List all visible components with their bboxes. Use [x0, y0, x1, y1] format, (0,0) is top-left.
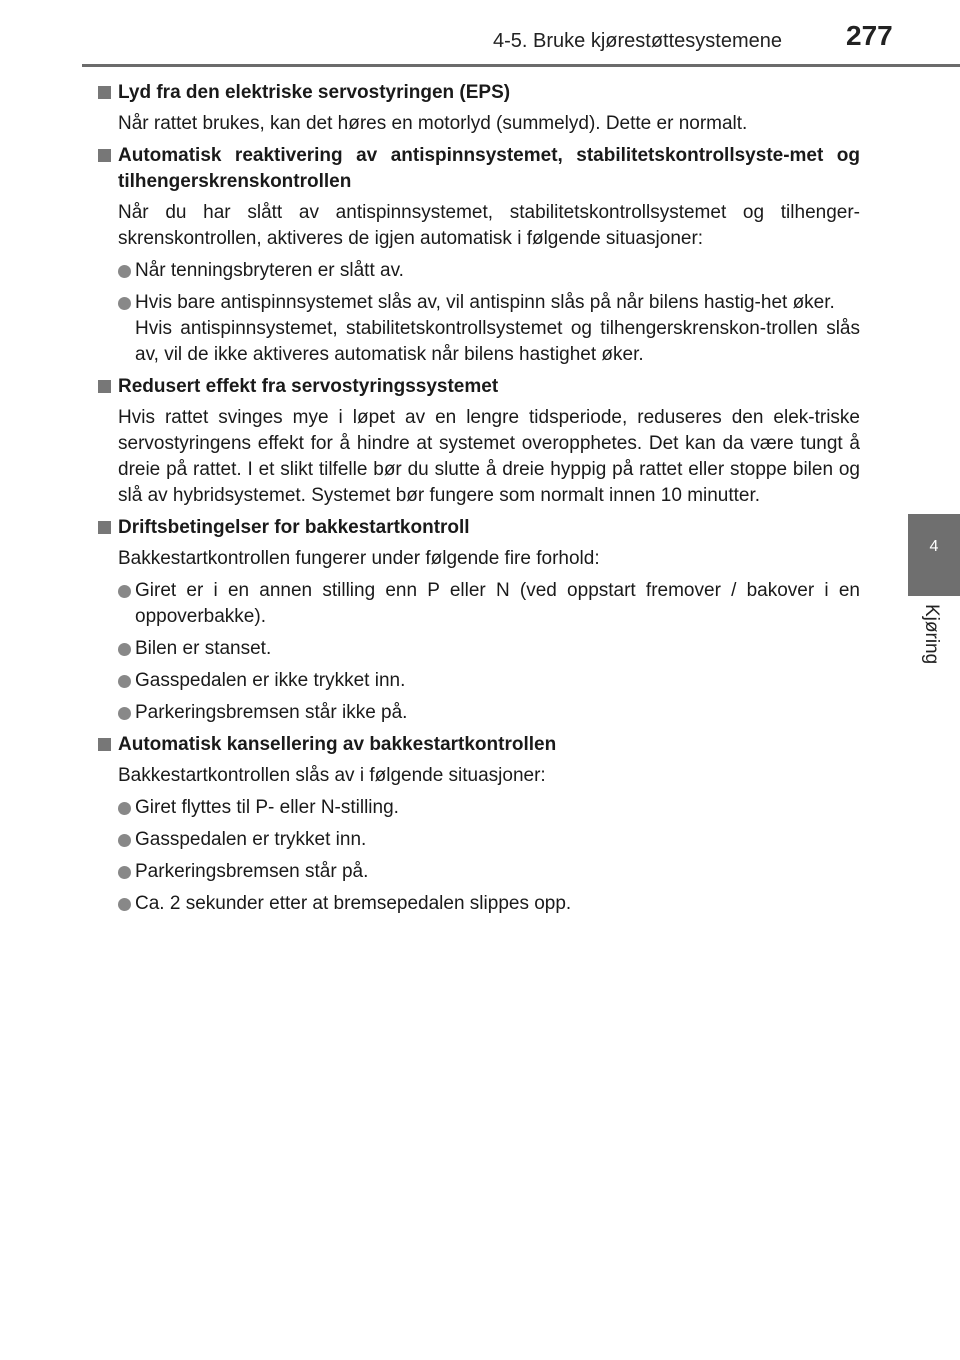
section	[98, 143, 860, 368]
bullet-item	[98, 891, 860, 917]
bullet-item	[98, 258, 860, 284]
chapter-tab	[908, 514, 960, 596]
bullet-text: Gasspedalen er trykket inn.	[135, 829, 367, 850]
bullet-item	[98, 700, 860, 726]
section-heading-text: Lyd fra den elektriske servostyringen (EPS)	[118, 82, 511, 103]
bullet-item	[98, 795, 860, 821]
chapter-tab-number: 4	[929, 538, 939, 555]
section-paragraph: Når du har slått av antispinnsystemet, stabilitetskontrollsystemet og tilhenger-skrenskontrollen, aktiveres de igjen automatisk i følgende situasjoner:	[118, 202, 860, 249]
round-bullet-icon	[118, 707, 131, 720]
section	[98, 374, 860, 509]
chapter-tab-label	[911, 604, 957, 684]
section-paragraph: Bakkestartkontrollen slås av i følgende situasjoner:	[118, 765, 546, 786]
round-bullet-icon	[118, 265, 131, 278]
bullet-text: Giret flyttes til P- eller N-stilling.	[135, 797, 399, 818]
section-paragraph: Hvis rattet svinges mye i løpet av en lengre tidsperiode, reduseres den elek-triske servostyringens effekt for å hindre at systemet overopphetes. Det kan da være tungt å dreie på rattet. I et slikt tilfelle bør du slutte å dreie hyppig på rattet eller stoppe bilen og slå av hybridsystemet. Systemet bør fungere som normalt innen 10 minutter.	[118, 407, 860, 506]
round-bullet-icon	[118, 585, 131, 598]
page-content	[98, 80, 860, 923]
bullet-extra-text: Hvis antispinnsystemet, stabilitetskontrollsystemet og tilhengerskrenskon-trollen slås av, vil de ikke aktiveres automatisk når bilens hastighet øker.	[135, 318, 860, 365]
bullet-item	[98, 668, 860, 694]
page-header	[0, 0, 960, 70]
bullet-item	[98, 827, 860, 853]
chapter-tab-label-text: Kjøring	[921, 604, 942, 665]
bullet-item	[98, 578, 860, 630]
bullet-text: Når tenningsbryteren er slått av.	[135, 260, 404, 281]
round-bullet-icon	[118, 898, 131, 911]
bullet-item	[98, 859, 860, 885]
round-bullet-icon	[118, 834, 131, 847]
section	[98, 80, 860, 137]
section-heading-text: Automatisk kansellering av bakkestartkontrollen	[118, 734, 557, 755]
bullet-text: Ca. 2 sekunder etter at bremsepedalen slippes opp.	[135, 893, 572, 914]
bullet-text: Parkeringsbremsen står på.	[135, 861, 369, 882]
bullet-item	[98, 290, 860, 368]
section-paragraph: Bakkestartkontrollen fungerer under følgende fire forhold:	[118, 548, 600, 569]
square-bullet-icon	[98, 380, 111, 393]
section-heading	[98, 143, 860, 195]
bullet-text: Giret er i en annen stilling enn P eller N (ved oppstart fremover / bakover i en oppoverbakke).	[135, 580, 860, 627]
round-bullet-icon	[118, 297, 131, 310]
header-divider	[82, 64, 960, 67]
bullet-text: Parkeringsbremsen står ikke på.	[135, 702, 408, 723]
round-bullet-icon	[118, 643, 131, 656]
section-heading	[98, 732, 860, 758]
section-heading	[98, 374, 860, 400]
round-bullet-icon	[118, 866, 131, 879]
round-bullet-icon	[118, 675, 131, 688]
round-bullet-icon	[118, 802, 131, 815]
square-bullet-icon	[98, 149, 111, 162]
section-paragraph: Når rattet brukes, kan det høres en motorlyd (summelyd). Dette er normalt.	[118, 113, 748, 134]
section-heading-text: Redusert effekt fra servostyringssystemet	[118, 376, 499, 397]
square-bullet-icon	[98, 86, 111, 99]
section	[98, 515, 860, 726]
bullet-item	[98, 636, 860, 662]
bullet-text: Gasspedalen er ikke trykket inn.	[135, 670, 406, 691]
section-heading	[98, 515, 860, 541]
square-bullet-icon	[98, 521, 111, 534]
chapter-title: 4-5. Bruke kjørestøttesystemene	[493, 30, 782, 52]
square-bullet-icon	[98, 738, 111, 751]
bullet-text: Bilen er stanset.	[135, 638, 272, 659]
section-heading-text: Automatisk reaktivering av antispinnsystemet, stabilitetskontrollsyste-met og tilhengerskrenskontrollen	[118, 145, 860, 192]
bullet-text: Hvis bare antispinnsystemet slås av, vil antispinn slås på når bilens hastig-het øker.	[135, 292, 835, 313]
section-heading	[98, 80, 860, 106]
section-heading-text: Driftsbetingelser for bakkestartkontroll	[118, 517, 470, 538]
page-number: 277	[846, 20, 893, 51]
section	[98, 732, 860, 917]
